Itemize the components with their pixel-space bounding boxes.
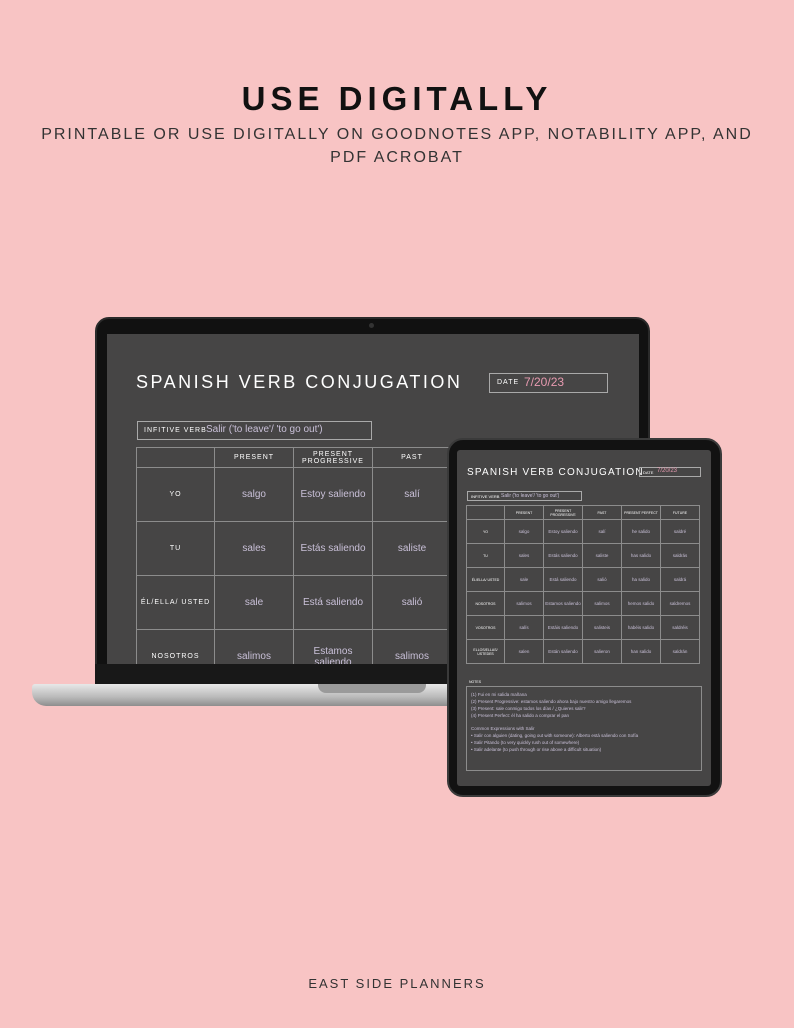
infinitive-value: Salir ('to leave'/ 'to go out') <box>501 493 560 499</box>
table-cell[interactable]: salgo <box>215 468 294 522</box>
table-cell[interactable]: Estás saliendo <box>294 522 373 576</box>
table-cell[interactable]: salí <box>583 520 622 544</box>
table-cell[interactable]: Estás saliendo <box>544 544 583 568</box>
table-row <box>467 568 700 592</box>
tablet-date-field[interactable] <box>639 467 701 477</box>
list-item: (1) Fui en mi salida mañana <box>471 692 527 697</box>
table-row <box>467 640 700 664</box>
page-subtitle: PRINTABLE OR USE DIGITALLY ON GOODNOTES APP, NOTABILITY APP, AND PDF ACROBAT <box>41 126 753 166</box>
tablet-screen <box>457 450 711 786</box>
table-cell[interactable]: salí <box>373 468 452 522</box>
row-pronoun: NOSOTROS <box>137 630 215 665</box>
table-cell[interactable]: salimos <box>583 592 622 616</box>
list-item: • Salir Pitando (to very quickly rush out of somewhere) <box>471 740 580 745</box>
column-header: PRESENT PROGRESSIVE <box>544 506 583 520</box>
laptop-notch <box>318 684 426 693</box>
table-row <box>467 544 700 568</box>
table-cell[interactable]: sales <box>505 544 544 568</box>
column-header <box>137 448 215 468</box>
notes-list <box>471 691 699 753</box>
list-item: (4) Present Perfect: él ha salido a comprar el pan <box>471 713 570 718</box>
table-cell[interactable]: sale <box>505 568 544 592</box>
table-cell[interactable]: saldré <box>661 520 700 544</box>
table-cell[interactable]: Está saliendo <box>544 568 583 592</box>
table-cell[interactable]: Estamos saliendo <box>544 592 583 616</box>
table-cell[interactable]: habéis salido <box>622 616 661 640</box>
table-cell[interactable]: Está saliendo <box>294 576 373 630</box>
laptop-sheet-title: SPANISH VERB CONJUGATION <box>136 372 463 392</box>
table-cell[interactable]: saldrán <box>661 640 700 664</box>
column-header: PAST <box>373 448 452 468</box>
row-pronoun: YO <box>467 520 505 544</box>
table-cell[interactable]: he salido <box>622 520 661 544</box>
laptop-conjugation-table <box>136 447 452 664</box>
table-cell[interactable]: salió <box>583 568 622 592</box>
table-cell[interactable]: salió <box>373 576 452 630</box>
column-header: PRESENT <box>505 506 544 520</box>
list-item: Common Expressions with Salir <box>471 726 535 731</box>
row-pronoun: ÉL/ELLA/ USTED <box>467 568 505 592</box>
table-cell[interactable]: has salido <box>622 544 661 568</box>
table-cell[interactable]: salimos <box>215 630 294 665</box>
table-cell[interactable]: sale <box>215 576 294 630</box>
table-cell[interactable]: ha salido <box>622 568 661 592</box>
table-cell[interactable]: saldrá <box>661 568 700 592</box>
infinitive-value: Salir ('to leave'/ 'to go out') <box>206 424 323 435</box>
date-label: DATE <box>643 470 654 475</box>
row-pronoun: YO <box>137 468 215 522</box>
laptop-date-field[interactable] <box>489 373 608 393</box>
row-pronoun: ÉL/ELLA/ USTED <box>137 576 215 630</box>
table-cell[interactable]: Estáis saliendo <box>544 616 583 640</box>
laptop-camera <box>369 323 374 328</box>
column-header: PRESENT PERFECT <box>622 506 661 520</box>
infinitive-label: INFITIVE VERB <box>144 427 207 434</box>
list-item: • Salir con alguien (dating, going out with someone): Alberto está saliendo con Sofía <box>471 733 639 738</box>
row-pronoun: TU <box>467 544 505 568</box>
row-pronoun: VOSOTROS <box>467 616 505 640</box>
list-item: (2) Present Progressive: estamos saliendo ahora bajo nuestro amigo llegaremos <box>471 699 632 704</box>
table-cell[interactable]: salisteis <box>583 616 622 640</box>
table-row <box>467 592 700 616</box>
column-header <box>467 506 505 520</box>
notes-box[interactable] <box>466 680 702 771</box>
table-header-row <box>137 448 452 468</box>
table-cell[interactable]: Estoy saliendo <box>294 468 373 522</box>
table-row <box>137 468 452 522</box>
list-item: (3) Present: sale conmigo todos los días / ¿Quieres salir? <box>471 706 586 711</box>
tablet-sheet-title: SPANISH VERB CONJUGATION <box>467 467 644 478</box>
table-cell[interactable]: Estoy saliendo <box>544 520 583 544</box>
table-cell[interactable]: saldrás <box>661 544 700 568</box>
table-cell[interactable]: salís <box>505 616 544 640</box>
column-header: PRESENT PROGRESSIVE <box>294 448 373 468</box>
tablet-infinitive-field[interactable] <box>467 491 582 501</box>
list-item: • Salir adelante (to push through or rise above a difficult situation) <box>471 747 602 752</box>
table-cell[interactable]: salen <box>505 640 544 664</box>
table-cell[interactable]: salgo <box>505 520 544 544</box>
date-label: DATE <box>497 379 520 386</box>
table-cell[interactable]: saliste <box>583 544 622 568</box>
table-cell[interactable]: saldremos <box>661 592 700 616</box>
table-cell[interactable]: salimos <box>505 592 544 616</box>
table-cell[interactable]: Están saliendo <box>544 640 583 664</box>
laptop-infinitive-field[interactable] <box>137 421 372 440</box>
row-pronoun: ELLOS/ELLAS/ USTEDES <box>467 640 505 664</box>
table-cell[interactable]: han salido <box>622 640 661 664</box>
brand-footer: EAST SIDE PLANNERS <box>308 976 486 991</box>
table-cell[interactable]: Estamos saliendo <box>294 630 373 665</box>
table-cell[interactable]: hemos salido <box>622 592 661 616</box>
table-row <box>137 576 452 630</box>
table-row <box>467 520 700 544</box>
date-value: 7/20/23 <box>524 375 565 389</box>
row-pronoun: NOSOTROS <box>467 592 505 616</box>
table-cell[interactable]: salimos <box>373 630 452 665</box>
table-row <box>137 630 452 665</box>
infinitive-label: INFITIVE VERB <box>471 494 500 499</box>
table-cell[interactable]: salieron <box>583 640 622 664</box>
page-title: USE DIGITALLY <box>241 80 553 117</box>
table-cell[interactable]: sales <box>215 522 294 576</box>
table-row <box>467 616 700 640</box>
table-header-row <box>467 506 700 520</box>
tablet-conjugation-table <box>466 505 700 664</box>
row-pronoun: TU <box>137 522 215 576</box>
column-header: PAST <box>583 506 622 520</box>
column-header: FUTURE <box>661 506 700 520</box>
table-row <box>137 522 452 576</box>
table-cell[interactable]: saliste <box>373 522 452 576</box>
column-header: PRESENT <box>215 448 294 468</box>
table-cell[interactable]: saldréis <box>661 616 700 640</box>
notes-label: NOTES <box>469 680 482 684</box>
date-value: 7/20/23 <box>657 468 678 474</box>
